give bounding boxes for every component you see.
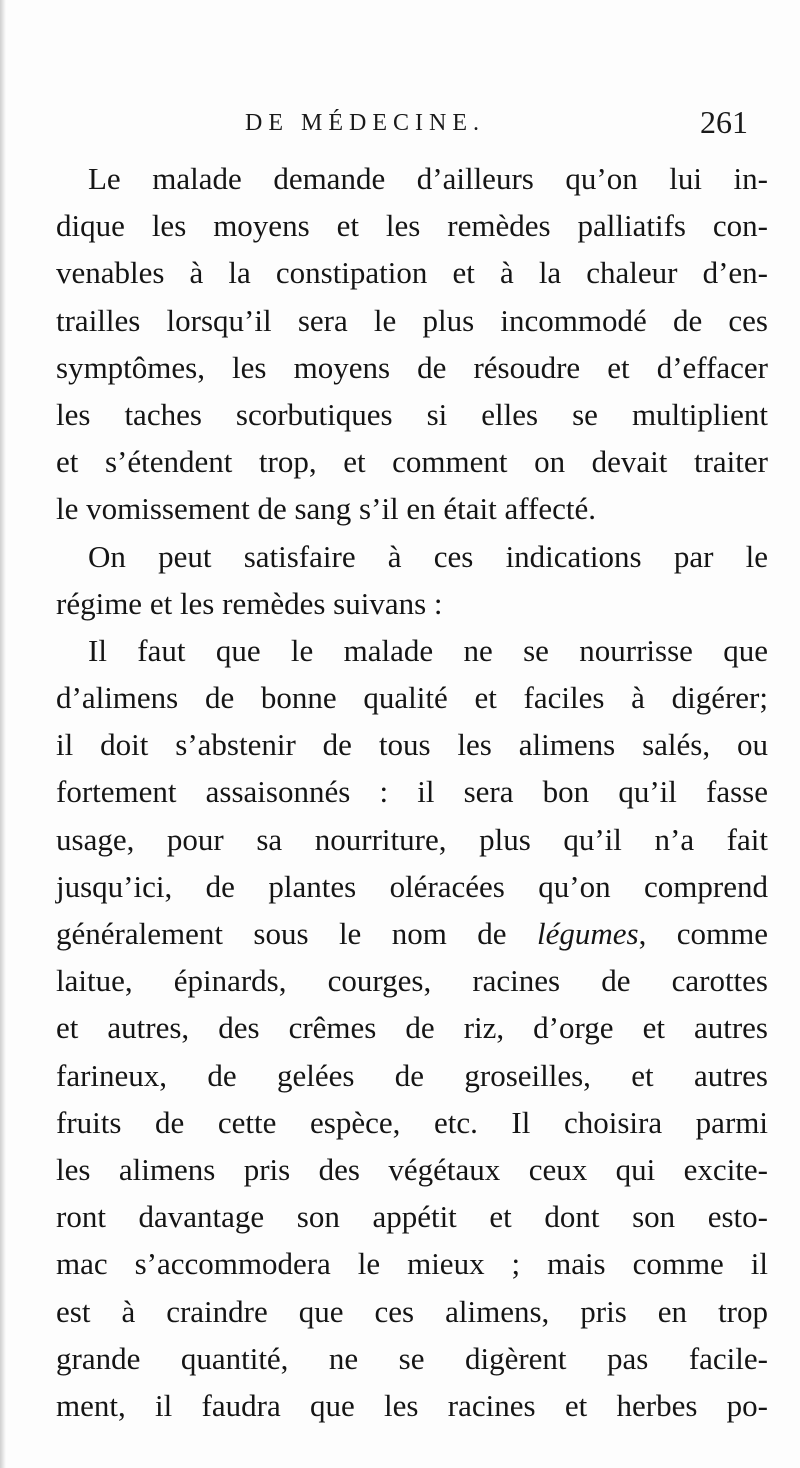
text-line: trailles lorsqu’il sera le plus incommodé de ces [56,302,768,338]
text-line: fortement assaisonnés : il sera bon qu’il fasse [56,774,768,810]
text-line: farineux, de gelées de groseilles, et autres [56,1057,768,1093]
text-line: laitue, épinards, courges, racines de carottes [56,963,768,999]
italic-term: légumes [536,916,639,951]
text-line: et autres, des crêmes de riz, d’orge et autres [56,1010,768,1046]
text-line: mac s’accommodera le mieux ; mais comme il [56,1246,768,1282]
text-line: il doit s’abstenir de tous les alimens salés, ou [56,727,768,763]
text-line: On peut satisfaire à ces indications par le [88,538,768,574]
text-line: Il faut que le malade ne se nourrisse que [88,632,768,668]
text-line: régime et les remèdes suivans : [56,585,443,621]
text-line: usage, pour sa nourriture, plus qu’il n’a fait [56,821,768,857]
paragraph-2 [56,533,768,627]
text-segment: généralement sous le nom de [56,916,537,951]
text-line: dique les moyens et les remèdes palliatifs con- [56,208,768,244]
body-text [56,155,768,1429]
text-line: venables à la constipation et à la chaleur d’en- [56,255,768,291]
text-line: le vomissement de sang s’il en était affecté. [56,491,597,527]
page-number: 261 [700,104,748,140]
running-head: DE MÉDECINE. [245,110,485,136]
text-segment: , comme [638,916,768,951]
text-line: les alimens pris des végétaux ceux qui excite- [56,1151,768,1187]
text-line: ment, il faudra que les racines et herbes po- [56,1387,768,1423]
text-line: les taches scorbutiques si elles se multiplient [56,396,768,432]
text-line: fruits de cette espèce, etc. Il choisira parmi [56,1104,768,1140]
text-line: Le malade demande d’ailleurs qu’on lui in- [88,161,768,196]
text-line: jusqu’ici, de plantes oléracées qu’on comprend [56,868,768,904]
text-line: symptômes, les moyens de résoudre et d’effacer [56,349,768,385]
text-line: ront davantage son appétit et dont son esto- [56,1199,768,1235]
text-line-with-italic [56,910,768,957]
text-line: est à craindre que ces alimens, pris en trop [56,1293,768,1329]
page-edge-shadow [0,0,6,1468]
page-header [0,100,800,150]
text-line: d’alimens de bonne qualité et faciles à digérer; [56,680,768,716]
text-line: et s’étendent trop, et comment on devait traiter [56,444,768,480]
paragraph-3 [56,627,768,1429]
paragraph-1 [56,155,768,533]
text-line: grande quantité, ne se digèrent pas facile- [56,1340,768,1376]
